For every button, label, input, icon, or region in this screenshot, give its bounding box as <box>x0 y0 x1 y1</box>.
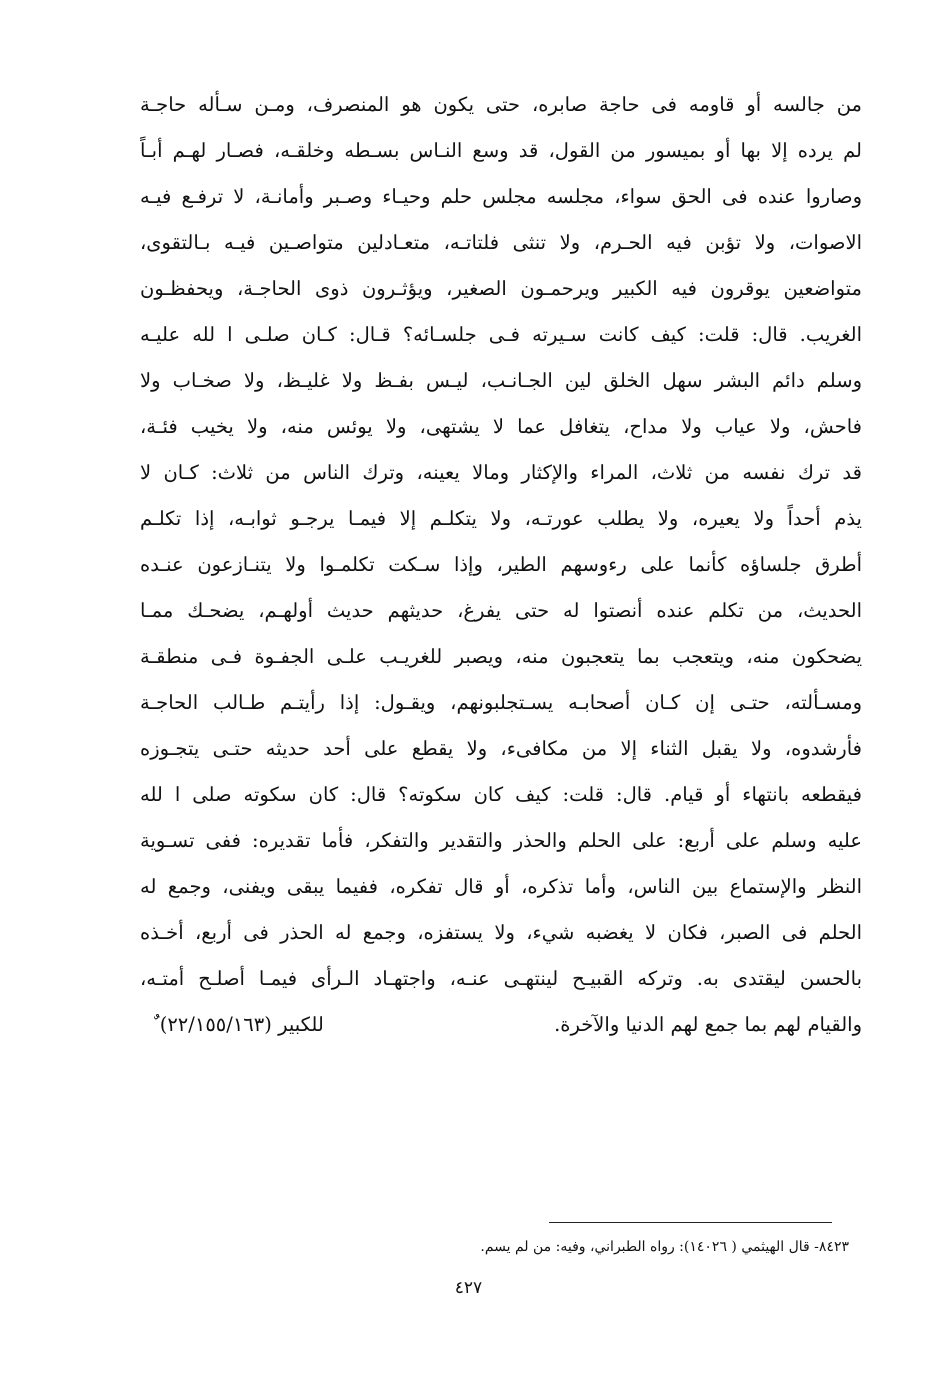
hadith-reference: للكبير (٢٢/١٥٥/١٦٣) ٌ <box>154 1013 324 1036</box>
page-number: ٤٢٧ <box>454 1278 483 1298</box>
text-line: وصاروا عنده فى الحق سواء، مجلسه مجلس حلم وحيـاء وصـبر وأمانـة، لا ترفـع فيـه <box>140 185 862 208</box>
text-line: لم يرده إلا بها أو بميسور من القول، قد وسع النـاس بسـطه وخلقـه، فصـار لهـم أبـاً <box>140 139 862 162</box>
text-line: يذم أحداً ولا يعيره، ولا يطلب عورتـه، ولا يتكلـم إلا فيمـا يرجـو ثوابـه، إذا تكلـم <box>140 507 862 530</box>
text-line: قد ترك نفسه من ثلاث، المراء والإكثار ومالا يعينه، وترك الناس من ثلاث: كـان لا <box>140 461 862 484</box>
text-line: عليه وسلم على أربع: على الحلم والحذر والتقدير والتفكر، فأما تقديره: ففى تسـوية <box>140 829 862 852</box>
text-line: فأرشدوه، ولا يقبل الثناء إلا من مكافىء، ولا يقطع على أحد حديثه حتـى يتجـوزه <box>140 737 862 760</box>
main-text-block <box>140 82 862 1048</box>
text-line: الغريب. قال: قلت: كيف كانت سـيرته فـى جلسـائه؟ قـال: كـان صلـى ا لله عليـه <box>140 323 862 346</box>
text-line: يضحكون منه، ويتعجب بما يتعجبون منه، ويصبر للغريـب علـى الجفـوة فـى منطقـة <box>140 645 862 668</box>
text-line: فيقطعه بانتهاء أو قيام. قال: قلت: كيف كان سكوته؟ قال: كان سكوته صلى ا لله <box>140 783 862 806</box>
text-line: النظر والإستماع بين الناس، وأما تذكره، أو قال تفكره، ففيما يبقى ويفنى، وجمع له <box>140 875 862 898</box>
text-line: وسلم دائم البشر سهل الخلق لين الجـانـب، ليـس بفـظ ولا غليـظ، ولا صخـاب ولا <box>140 369 862 392</box>
footnote-divider <box>549 1222 832 1223</box>
text-line: الاصوات، ولا تؤبن فيه الحـرم، ولا تنثى فلتاتـه، متعـادلين متواصـين فيـه بـالتقوى، <box>140 231 862 254</box>
text-line: أطرق جلساؤه كأنما على رءوسهم الطير، وإذا سـكت تكلمـوا ولا يتنـازعون عنـده <box>140 553 862 576</box>
footnote: ٨٤٢٣- قال الهيثمي ( ١٤٠٢٦): رواه الطبراني، وفيه: من لم يسم. <box>480 1239 849 1255</box>
text-line: الحديث، من تكلم عنده أنصتوا له حتى يفرغ، حديثهم حديث أولهـم، يضحـك ممـا <box>140 599 862 622</box>
text-line: فاحش، ولا عياب ولا مداح، يتغافل عما لا يشتهى، ولا يوئس منه، ولا يخيب فئـة، <box>140 415 862 438</box>
text-line: ومسـألته، حتـى إن كـان أصحابـه يسـتجلبونهم، ويقـول: إذا رأيتـم طـالب الحاجـة <box>140 691 862 714</box>
closing-line <box>140 1002 862 1048</box>
text-line: بالحسن ليقتدى به. وتركه القبيـح لينتهـى عنـه، واجتهـاد الـرأى فيمـا أصلـح أمتـه، <box>140 967 862 990</box>
text-line: من جالسه أو قاومه فى حاجة صابره، حتى يكون هو المنصرف، ومـن سـأله حاجـة <box>140 93 862 116</box>
text-line: الحلم فى الصبر، فكان لا يغضبه شيء، ولا يستفزه، وجمع له الحذر فى أربع، أخـذه <box>140 921 862 944</box>
text-line: متواضعين يوقرون فيه الكبير ويرحمـون الصغير، ويؤثـرون ذوى الحاجـة، ويحفظـون <box>140 277 862 300</box>
closing-text: والقيام لهم بما جمع لهم الدنيا والآخرة. <box>554 1013 862 1036</box>
